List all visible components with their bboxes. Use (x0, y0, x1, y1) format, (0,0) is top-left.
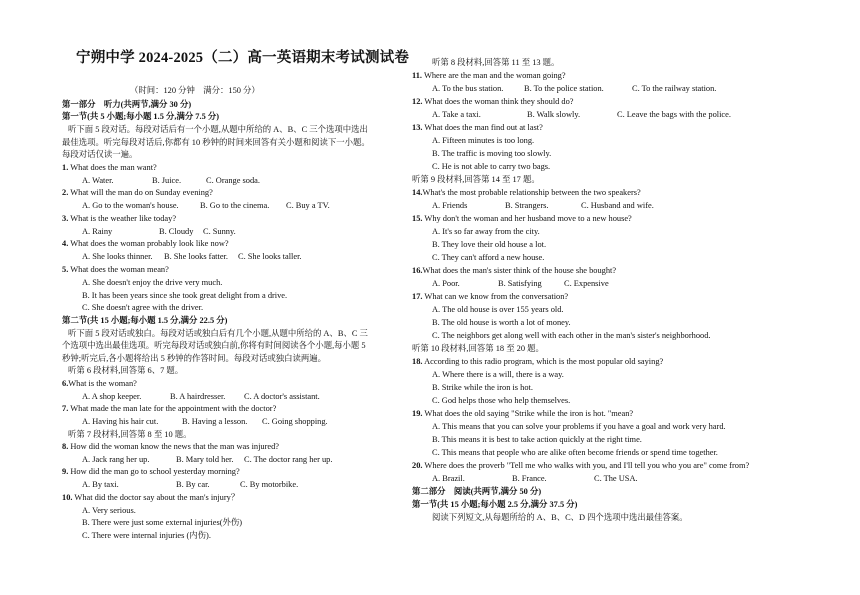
question-number: 18. (412, 357, 423, 366)
options-row (412, 83, 716, 94)
question-16 (412, 265, 616, 276)
option-c[interactable]: C. She looks taller. (238, 252, 302, 261)
option-c[interactable]: C. There were internal injuries (内伤). (82, 531, 211, 540)
part2-section1-heading: 第一节(共 15 小题;每小题 2.5 分,满分 37.5 分) (412, 500, 578, 509)
option-c[interactable]: C. The USA. (594, 474, 638, 483)
option-b[interactable]: B. Go to the cinema. (200, 201, 270, 210)
question-9 (62, 466, 240, 477)
question-text: What does the man find out at last? (424, 123, 543, 132)
options-row (412, 200, 654, 211)
option-a[interactable]: A. This means that you can solve your problems if you have a goal and work very hard. (432, 422, 726, 431)
options-row (62, 200, 330, 211)
option-b[interactable]: B. Strangers. (505, 201, 549, 210)
question-text: What does the woman mean? (70, 265, 169, 274)
question-number: 6. (62, 379, 69, 388)
option-b[interactable]: B. Satisfying (498, 279, 542, 288)
option-b[interactable]: B. It has been years since she took great delight from a drive. (82, 291, 288, 300)
option-b[interactable]: B. Juice. (152, 176, 182, 185)
question-number: 8. (62, 442, 69, 451)
option-c[interactable]: C. Expensive (564, 279, 609, 288)
question-text: What can we know from the conversation? (424, 292, 569, 301)
instruction-line: 每段对话仅读一遍。 (62, 150, 138, 159)
question-number: 9. (62, 467, 69, 476)
option-c[interactable]: C. He is not able to carry two bags. (432, 162, 551, 171)
option-c[interactable]: C. To the railway station. (632, 84, 717, 93)
question-text: What is the woman? (68, 379, 137, 388)
question-text: What does the old saying "Strike while the iron is hot. "mean? (424, 409, 634, 418)
option-a[interactable]: A. A shop keeper. (82, 392, 142, 401)
option-b[interactable]: B. Mary told her. (176, 455, 234, 464)
question-17 (412, 291, 568, 302)
options-row (62, 479, 298, 490)
question-number: 15. (412, 214, 423, 223)
question-text: What will the man do on Sunday evening? (70, 188, 213, 197)
question-19 (412, 408, 633, 419)
option-c[interactable]: C. A doctor's assistant. (244, 392, 320, 401)
listening-note: 听第 9 段材料,回答第 14 至 17 题。 (412, 175, 540, 184)
options-row (62, 226, 236, 237)
question-number: 12. (412, 97, 423, 106)
option-b[interactable]: B. She looks fatter. (164, 252, 228, 261)
option-c[interactable]: C. The neighbors get along well with each other in the man's sister's neighborhood. (432, 331, 711, 340)
question-11 (412, 70, 566, 81)
question-number: 10. (62, 493, 73, 502)
question-4 (62, 238, 229, 249)
question-number: 17. (412, 292, 423, 301)
option-a[interactable]: A. Water. (82, 176, 114, 185)
question-5 (62, 264, 169, 275)
instruction-line: 秒钟;听完后,各小题将给出 5 秒钟的作答时间。每段对话或独白读两遍。 (62, 354, 327, 363)
question-text: Why don't the woman and her husband move to a new house? (424, 214, 632, 223)
part1-heading: 第一部分 听力(共两节,满分 30 分) (62, 100, 192, 109)
option-a[interactable]: A. Rainy (82, 227, 113, 236)
option-a[interactable]: A. Fifteen minutes is too long. (432, 136, 535, 145)
option-c[interactable]: C. Sunny. (203, 227, 236, 236)
option-c[interactable]: C. Orange soda. (206, 176, 260, 185)
question-6 (62, 378, 137, 389)
option-c[interactable]: C. She doesn't agree with the driver. (82, 303, 204, 312)
option-a[interactable]: A. Take a taxi. (432, 110, 481, 119)
question-10 (62, 492, 239, 503)
question-text: Where are the man and the woman going? (423, 71, 566, 80)
options-row (412, 109, 731, 120)
option-a[interactable]: A. Poor. (432, 279, 460, 288)
option-a[interactable]: A. The old house is over 155 years old. (432, 305, 564, 314)
question-3 (62, 213, 176, 224)
question-number: 20. (412, 461, 423, 470)
options-row (62, 454, 332, 465)
options-row (62, 175, 260, 186)
option-a[interactable]: A. She doesn't enjoy the drive very much. (82, 278, 223, 287)
option-b[interactable]: B. Strike while the iron is hot. (432, 383, 533, 392)
option-a[interactable]: A. Where there is a will, there is a way. (432, 370, 564, 379)
instruction-line: 最佳选项。听完每段对话后,你都有 10 秒钟的时间来回答有关小题和阅读下一小题。 (62, 138, 370, 147)
question-15 (412, 213, 632, 224)
option-c[interactable]: C. God helps those who help themselves. (432, 396, 571, 405)
question-number: 16. (412, 266, 423, 275)
option-a[interactable]: A. By taxi. (82, 480, 119, 489)
options-row (62, 391, 320, 402)
question-text: Where does the proverb "Tell me who walks with you, and I'll tell you who you are" come from? (424, 461, 750, 470)
question-text: What does the man's sister think of the house she bought? (422, 266, 617, 275)
option-a[interactable]: A. Very serious. (82, 506, 136, 515)
listening-note: 听第 10 段材料,回答第 18 至 20 题。 (412, 344, 544, 353)
section1-heading: 第一节(共 5 小题;每小题 1.5 分,满分 7.5 分) (62, 112, 220, 121)
question-18 (412, 356, 663, 367)
option-b[interactable]: B. There were just some external injuries(外伤) (82, 518, 243, 527)
question-text: What does the woman probably look like now? (70, 239, 229, 248)
question-number: 13. (412, 123, 423, 132)
question-number: 11. (412, 71, 423, 80)
question-text: What does the woman think they should do? (424, 97, 574, 106)
option-a[interactable]: A. Jack rang her up. (82, 455, 150, 464)
option-b[interactable]: B. Cloudy (159, 227, 194, 236)
option-c[interactable]: C. Going shopping. (262, 417, 328, 426)
option-b[interactable]: B. To the police station. (524, 84, 604, 93)
exam-subtitle: （时间：120 分钟 满分：150 分） (130, 86, 260, 95)
option-c[interactable]: C. This means that people who are alike often become friends or spend time together. (432, 448, 718, 457)
option-a[interactable]: A. Brazil. (432, 474, 465, 483)
question-7 (62, 403, 276, 414)
option-a[interactable]: A. It's so far away from the city. (432, 227, 540, 236)
option-b[interactable]: B. The traffic is moving too slowly. (432, 149, 552, 158)
question-number: 2. (62, 188, 69, 197)
option-c[interactable]: C. Husband and wife. (581, 201, 654, 210)
section2-heading: 第二节(共 15 小题;每小题 1.5 分,满分 22.5 分) (62, 316, 228, 325)
options-row (62, 416, 328, 427)
option-c[interactable]: C. By motorbike. (240, 480, 299, 489)
question-text: What does the man want? (70, 163, 157, 172)
option-b[interactable]: B. France. (512, 474, 547, 483)
option-a[interactable]: A. She looks thinner. (82, 252, 153, 261)
question-12 (412, 96, 574, 107)
instruction-line: 个选项中选出最佳选项。听完每段对话或独白前,你将有时间阅读各个小题,每小题 5 (62, 341, 366, 350)
options-row (62, 251, 302, 262)
question-text: What made the man late for the appointment with the doctor? (70, 404, 277, 413)
option-a[interactable]: A. Go to the woman's house. (82, 201, 179, 210)
question-number: 19. (412, 409, 423, 418)
option-a[interactable]: A. Having his hair cut. (82, 417, 159, 426)
question-number: 1. (62, 163, 69, 172)
option-c[interactable]: C. Buy a TV. (286, 201, 330, 210)
option-c[interactable]: C. They can't afford a new house. (432, 253, 545, 262)
question-number: 7. (62, 404, 69, 413)
option-c[interactable]: C. The doctor rang her up. (244, 455, 333, 464)
option-b[interactable]: B. By car. (176, 480, 210, 489)
question-8 (62, 441, 279, 452)
question-number: 4. (62, 239, 69, 248)
question-number: 3. (62, 214, 69, 223)
question-20 (412, 460, 749, 471)
question-text: How did the woman know the news that the man was injured? (70, 442, 280, 451)
part2-heading: 第二部分 阅读(共两节,满分 50 分) (412, 487, 542, 496)
option-b[interactable]: B. Walk slowly. (527, 110, 581, 119)
listening-note: 听第 6 段材料,回答第 6、7 题。 (68, 366, 184, 375)
option-b[interactable]: B. They love their old house a lot. (432, 240, 547, 249)
question-text: What's the most probable relationship between the two speakers? (422, 188, 641, 197)
question-1 (62, 162, 157, 173)
question-2 (62, 187, 213, 198)
option-b[interactable]: B. A hairdresser. (170, 392, 226, 401)
option-c[interactable]: C. Leave the bags with the police. (617, 110, 731, 119)
listening-note: 听第 7 段材料,回答第 8 至 10 题。 (68, 430, 192, 439)
option-b[interactable]: B. This means it is best to take action quickly at the right time. (432, 435, 642, 444)
question-text: What is the weather like today? (70, 214, 177, 223)
listening-note: 听第 8 段材料,回答第 11 至 13 题。 (432, 58, 560, 67)
options-row (412, 473, 638, 484)
question-number: 5. (62, 265, 69, 274)
reading-instruction: 阅读下列短文,从每题所给的 A、B、C、D 四个选项中选出最佳答案。 (432, 513, 688, 522)
option-a[interactable]: A. To the bus station. (432, 84, 504, 93)
question-text: What did the doctor say about the man's injury？ (74, 493, 240, 502)
exam-title: 宁朔中学 2024-2025（二）高一英语期末考试测试卷 (76, 50, 410, 66)
option-b[interactable]: B. Having a lesson. (182, 417, 248, 426)
question-14 (412, 187, 641, 198)
question-text: According to this radio program, which is the most popular old saying? (424, 357, 664, 366)
question-number: 14. (412, 188, 423, 197)
option-a[interactable]: A. Friends (432, 201, 468, 210)
instruction-line: 听下面 5 段对话。每段对话后有一个小题,从题中所给的 A、B、C 三个选项中选出 (68, 125, 368, 134)
option-b[interactable]: B. The old house is worth a lot of money. (432, 318, 571, 327)
question-13 (412, 122, 543, 133)
question-text: How did the man go to school yesterday morning? (70, 467, 240, 476)
options-row (412, 278, 609, 289)
instruction-line: 听下面 5 段对话或独白。每段对话或独白后有几个小题,从题中所给的 A、B、C 三 (68, 329, 368, 338)
